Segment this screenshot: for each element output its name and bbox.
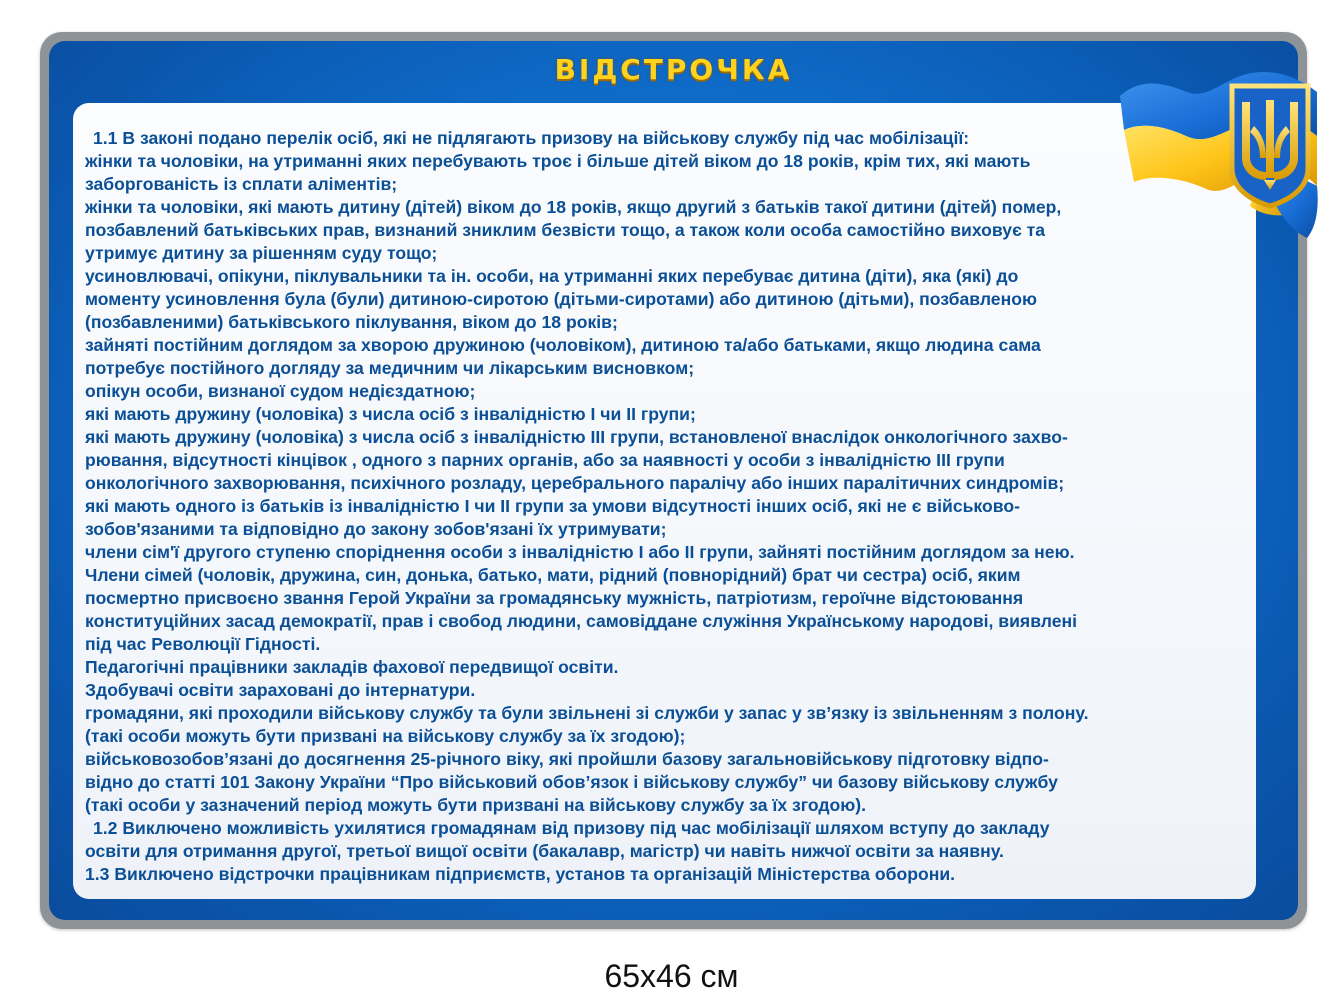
text-line: утримує дитину за рішенням суду тощо;	[85, 243, 438, 263]
text-line: відно до статті 101 Закону України “Про військовий обов’язок і військову службу” чи базову військову службу	[85, 772, 1058, 792]
text-line: посмертно присвоєно звання Герой України за громадянську мужність, патріотизм, героїчне відстоювання	[85, 588, 1024, 608]
poster-title: ВІДСТРОЧКА	[554, 53, 793, 86]
text-line: громадяни, які проходили військову службу та були звільнені зі служби у запас у зв’язку із звільненням з полону.	[85, 703, 1089, 723]
text-line: які мають дружину (чоловіка) з числа осіб з інвалідністю ІІІ групи, встановленої внаслідок онкологічного захво-	[85, 427, 1068, 447]
section-1-2-heading: 1.2 Виключено можливість ухилятися громадянам від призову під час мобілізації шляхом вступу до закладу	[93, 818, 1050, 838]
text-line: які мають дружину (чоловіка) з числа осіб з інвалідністю І чи ІІ групи;	[85, 404, 696, 424]
text-line: військовозобов’язані до досягнення 25-річного віку, які пройшли базову загальновійськову підготовку відпо-	[85, 749, 1049, 769]
text-line: моменту усиновлення була (були) дитиною-сиротою (дітьми-сиротами) або дитиною (дітьми), позбавленою	[85, 289, 1037, 309]
content-panel	[73, 103, 1256, 899]
text-line: позбавлений батьківських прав, визнаний зниклим безвісти тощо, а також коли особа самостійно виховує та	[85, 220, 1046, 240]
text-line: жінки та чоловіки, на утриманні яких перебувають троє і більше дітей віком до 18 років, крім тих, які мають	[85, 151, 1031, 171]
text-line: (позбавленими) батьківського піклування, віком до 18 років;	[85, 312, 618, 332]
poster-frame	[40, 32, 1307, 929]
text-line: під час Революції Гідності.	[85, 634, 321, 654]
text-line: освіти для отримання другої, третьої вищої освіти (бакалавр, магістр) чи навіть нижчої освіти за наявну.	[85, 841, 1004, 861]
text-line: (такі особи у зазначений період можуть бути призвані на військову службу за їх згодою).	[85, 795, 867, 815]
text-line: заборгованість із сплати аліментів;	[85, 174, 398, 194]
text-line: жінки та чоловіки, які мають дитину (дітей) віком до 18 років, якщо другий з батьків такої дитини (дітей) помер,	[85, 197, 1062, 217]
size-caption: 65х46 см	[604, 958, 739, 994]
ukraine-flag-trident-icon	[1112, 66, 1324, 246]
text-line: Члени сімей (чоловік, дружина, син, донька, батько, мати, рідний (повнорідний) брат чи сестра) осіб, яким	[85, 565, 1021, 585]
text-line: які мають одного із батьків із інвалідністю І чи ІІ групи за умови відсутності інших осіб, які не є військово-	[85, 496, 1020, 516]
section-1-3-heading: 1.3 Виключено відстрочки працівникам підприємств, установ та організацій Міністерства оборони.	[85, 864, 956, 884]
text-line: Педагогічні працівники закладів фахової передвищої освіти.	[85, 657, 619, 677]
text-line: рювання, відсутності кінцівок , одного з парних органів, або за наявності у особи з інвалідністю ІІІ групи	[85, 450, 1005, 470]
poster-background	[49, 41, 1298, 920]
text-line: онкологічного захворювання, психічного розладу, церебрального паралічу або інших паралітичних синдромів;	[85, 473, 1065, 493]
text-line: (такі особи можуть бути призвані на військову службу за їх згодою);	[85, 726, 686, 746]
text-line: потребує постійного догляду за медичним чи лікарським висновком;	[85, 358, 695, 378]
text-line: Здобувачі освіти зараховані до інтернатури.	[85, 680, 476, 700]
text-line: опікун особи, визнаної судом недієздатною;	[85, 381, 476, 401]
text-line: конституційних засад демократії, прав і свобод людини, самовіддане служіння Українському народові, виявлені	[85, 611, 1078, 631]
content-text	[85, 127, 1253, 886]
text-line: зайняті постійним доглядом за хворою дружиною (чоловіком), дитиною та/або батьками, якщо людина сама	[85, 335, 1041, 355]
text-line: усиновлювачі, опікуни, піклувальники та ін. особи, на утриманні яких перебуває дитина (діти), яка (які) до	[85, 266, 1019, 286]
section-1-1-heading: 1.1 В законі подано перелік осіб, які не підлягають призову на військову службу під час мобілізації:	[93, 128, 970, 148]
text-line: члени сім'ї другого ступеню споріднення особи з інвалідністю І або ІІ групи, зайняті постійним доглядом за нею.	[85, 542, 1075, 562]
text-line: зобов'язаними та відповідно до закону зобов'язані їх утримувати;	[85, 519, 667, 539]
